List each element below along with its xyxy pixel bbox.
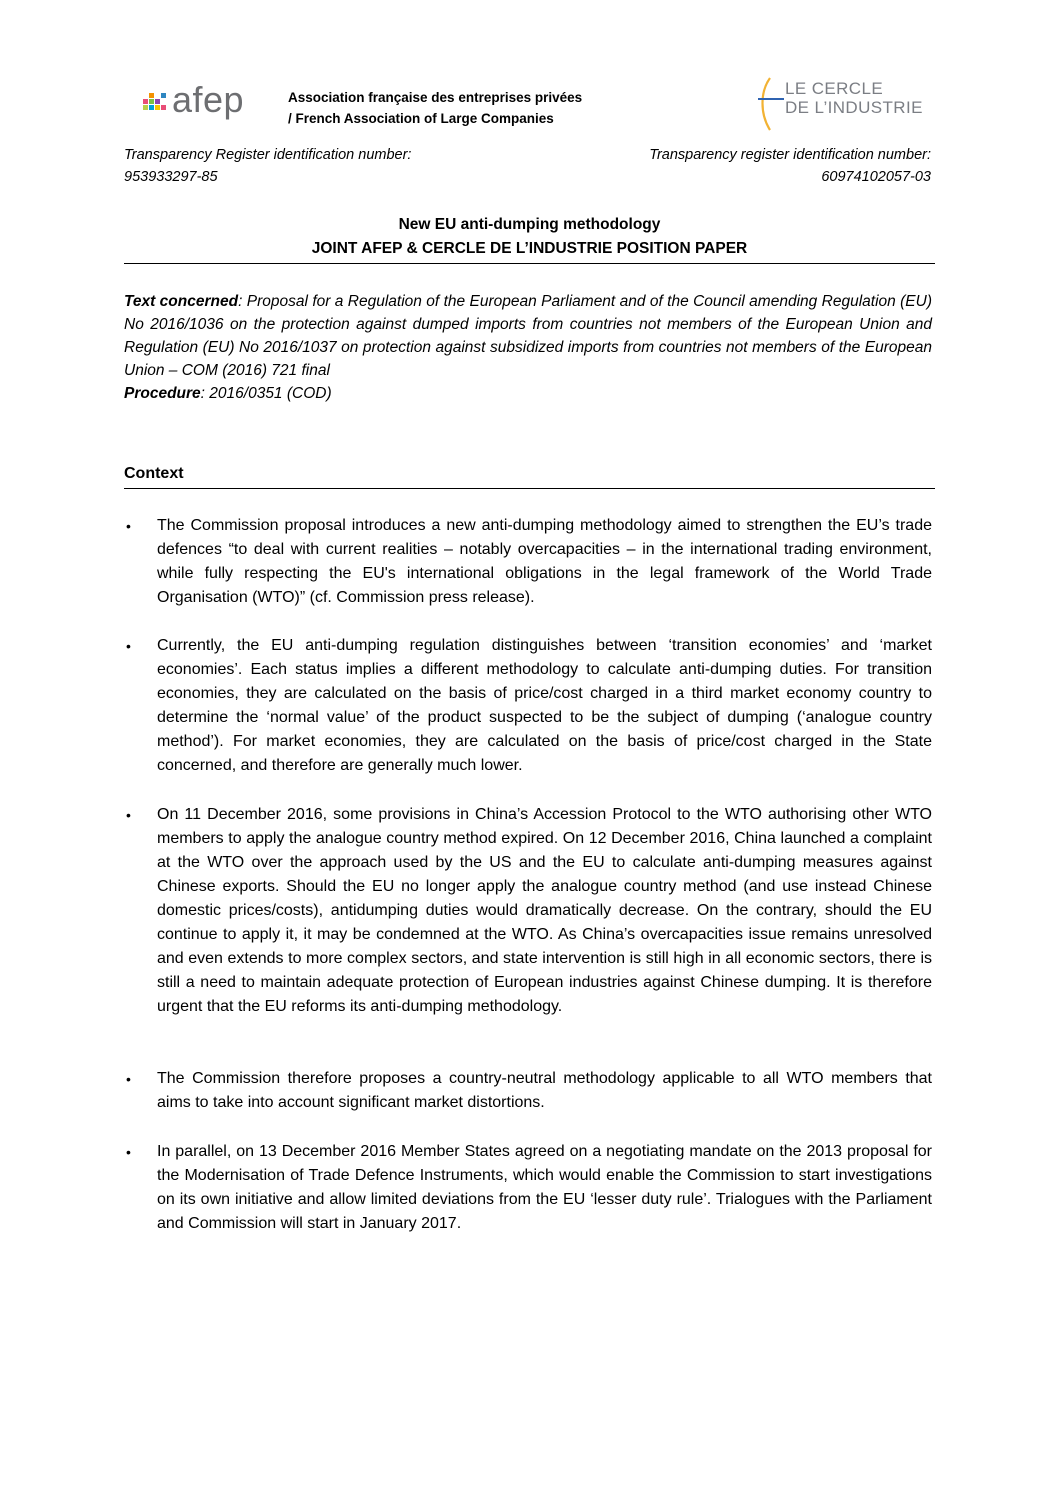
bullet-marker: • <box>126 1071 131 1087</box>
cercle-logo-text <box>785 79 923 117</box>
cercle-transparency-register <box>580 144 931 188</box>
bullet-marker: • <box>126 518 131 534</box>
bullet-text: On 11 December 2016, some provisions in China’s Accession Protocol to the WTO authorising other WTO members to apply the analogue country method expired. On 12 December 2016, China launched a complaint at the WTO over the approach used by the US and the EU to calculate anti-dumping measures against Chinese exports. Should the EU no longer apply the analogue country method (and use instead Chinese domestic prices/costs), antidumping duties would dramatically decrease. On the contrary, should the EU continue to apply it, it may be condemned at the WTO. As China’s overcapacities issue remains unresolved and even extends to more complex sectors, and state intervention is still high in all economic sectors, there is still a need to maintain adequate protection of European industries against Chinese dumping. It is therefore urgent that the EU reforms its anti-dumping methodology. <box>157 806 932 1015</box>
context-heading: Context <box>124 465 184 482</box>
bullet-text: Currently, the EU anti-dumping regulation distinguishes between ‘transition economies’ and ‘market economies’. Each status implies a different methodology to calculate anti-dumping duties. For transition economies, they are calculated on the basis of price/cost charged in a third market economy country to determine the ‘normal value’ of the product suspected to be the subject of dumping (‘analogue country method’). For market economies, they are calculated on the basis of price/cost charged in the State concerned, and therefore are generally much lower. <box>157 637 932 774</box>
bullet-marker: • <box>126 638 131 654</box>
procedure-label: Procedure <box>124 385 201 402</box>
right-register-label: Transparency register identification number: <box>649 147 931 163</box>
bullet-marker: • <box>126 1144 131 1160</box>
right-register-number: 60974102057-03 <box>821 169 931 185</box>
title-line2: JOINT AFEP & CERCLE DE L’INDUSTRIE POSITION PAPER <box>311 240 748 257</box>
text-concerned-block <box>124 290 932 405</box>
context-divider <box>124 488 935 489</box>
procedure-value: : 2016/0351 (COD) <box>200 385 332 402</box>
afep-name-line1: Association française des entreprises privées <box>288 90 583 105</box>
afep-association-name <box>288 87 582 129</box>
title-divider <box>124 263 935 264</box>
afep-dots-icon <box>143 90 169 114</box>
afep-logo <box>143 80 244 124</box>
bullet-marker: • <box>126 807 131 823</box>
bullet-text: The Commission therefore proposes a country-neutral methodology applicable to all WTO members that aims to take into account significant market distortions. <box>157 1070 932 1111</box>
afep-logo-text: afep <box>172 79 245 120</box>
bullet-text: The Commission proposal introduces a new anti-dumping methodology aimed to strengthen the EU’s trade defences “to deal with current realities – notably overcapacities – in the international trading environment, while fully respecting the EU's international obligations in the legal framework of the World Trade Organisation (WTO)” (cf. Commission press release). <box>157 517 932 606</box>
title-line1: New EU anti-dumping methodology <box>398 216 661 233</box>
text-concerned-label: Text concerned <box>124 293 239 310</box>
afep-transparency-register <box>124 144 411 188</box>
text-concerned-body: : Proposal for a Regulation of the European Parliament and of the Council amending Regulation (EU) No 2016/1036 on the protection against dumped imports from countries not members of the European Union and Regulation (EU) No 2016/1037 on protection against subsidized imports from countries not members of the European Union – COM (2016) 721 final <box>124 293 932 379</box>
document-title <box>124 213 935 261</box>
cercle-logo-line2: DE L’INDUSTRIE <box>785 98 923 117</box>
left-register-number: 953933297-85 <box>124 169 218 185</box>
cercle-logo-line1: LE CERCLE <box>785 79 884 98</box>
left-register-label: Transparency Register identification number: <box>124 147 412 163</box>
bullet-text: In parallel, on 13 December 2016 Member States agreed on a negotiating mandate on the 2013 proposal for the Modernisation of Trade Defence Instruments, which would enable the Commission to start investigations on its own initiative and allow limited deviations from the EU ‘lesser duty rule’. Trialogues with the Parliament and Commission will start in January 2017. <box>157 1143 932 1232</box>
afep-name-line2: / French Association of Large Companies <box>288 111 554 126</box>
